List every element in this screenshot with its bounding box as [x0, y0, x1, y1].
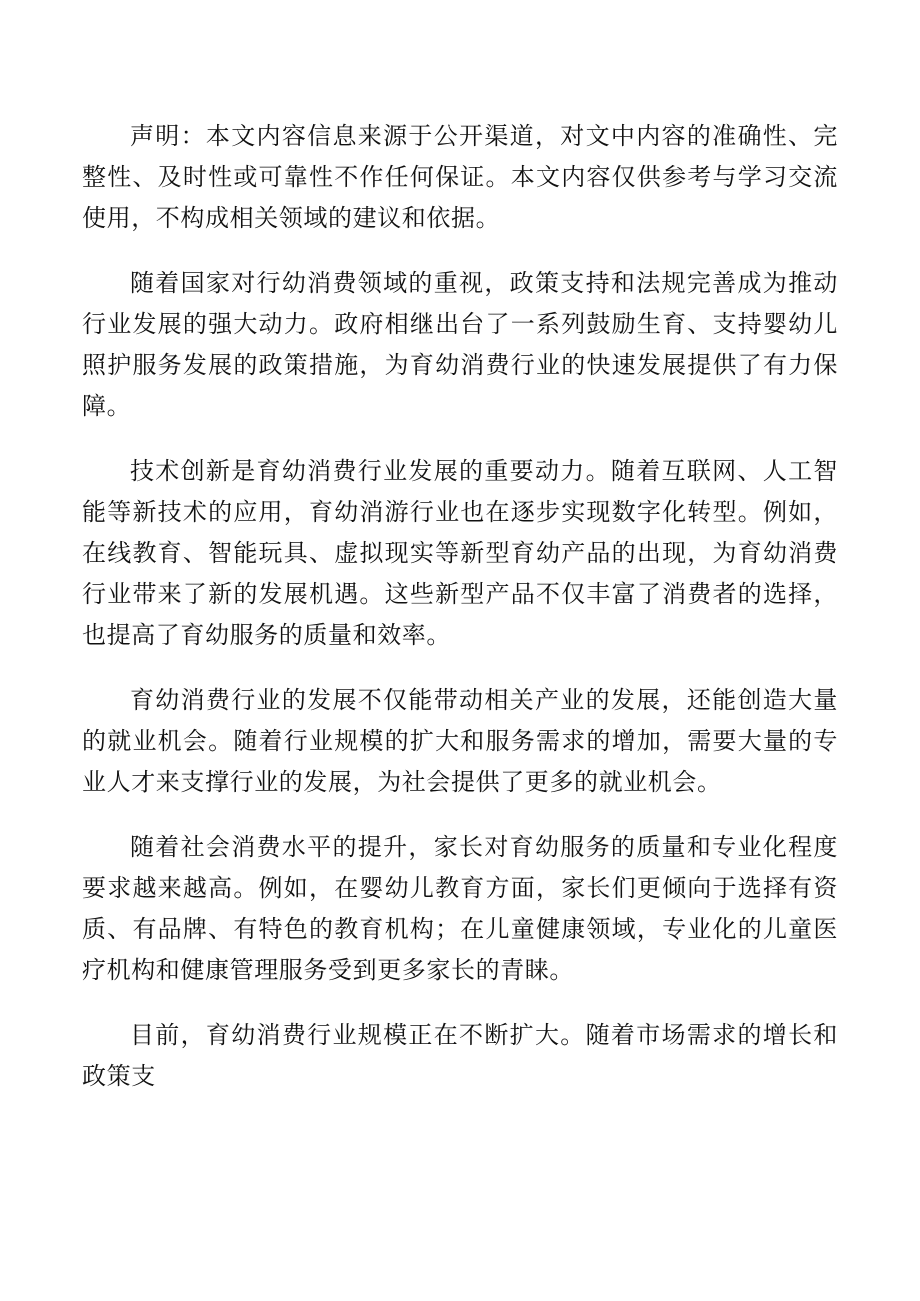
- technology-paragraph: 技术创新是育幼消费行业发展的重要动力。随着互联网、人工智能等新技术的应用，育幼消游行业也在逐步实现数字化转型。例如，在线教育、智能玩具、虚拟现实等新型育幼产品的出现，为育幼消费行业带来了新的发展机遇。这些新型产品不仅丰富了消费者的选择，也提高了育幼服务的质量和效率。: [82, 457, 838, 649]
- policy-paragraph: 随着国家对行幼消费领域的重视，政策支持和法规完善成为推动行业发展的强大动力。政府相继出台了一系列鼓励生育、支持婴幼儿照护服务发展的政策措施，为育幼消费行业的快速发展提供了有力保障。: [82, 269, 838, 420]
- market-scale-paragraph: 目前，育幼消费行业规模正在不断扩大。随着市场需求的增长和政策支: [82, 1021, 838, 1090]
- disclaimer-paragraph: 声明：本文内容信息来源于公开渠道，对文中内容的准确性、完整性、及时性或可靠性不作任何保证。本文内容仅供参考与学习交流使用，不构成相关领域的建议和依据。: [82, 122, 838, 232]
- consumption-paragraph: 随着社会消费水平的提升，家长对育幼服务的质量和专业化程度要求越来越高。例如，在婴幼儿教育方面，家长们更倾向于选择有资质、有品牌、有特色的教育机构；在儿童健康领域，专业化的儿童医疗机构和健康管理服务受到更多家长的青睐。: [82, 833, 838, 984]
- employment-paragraph: 育幼消费行业的发展不仅能带动相关产业的发展，还能创造大量的就业机会。随着行业规模的扩大和服务需求的增加，需要大量的专业人才来支撑行业的发展，为社会提供了更多的就业机会。: [82, 686, 838, 796]
- document-body: [82, 116, 838, 1121]
